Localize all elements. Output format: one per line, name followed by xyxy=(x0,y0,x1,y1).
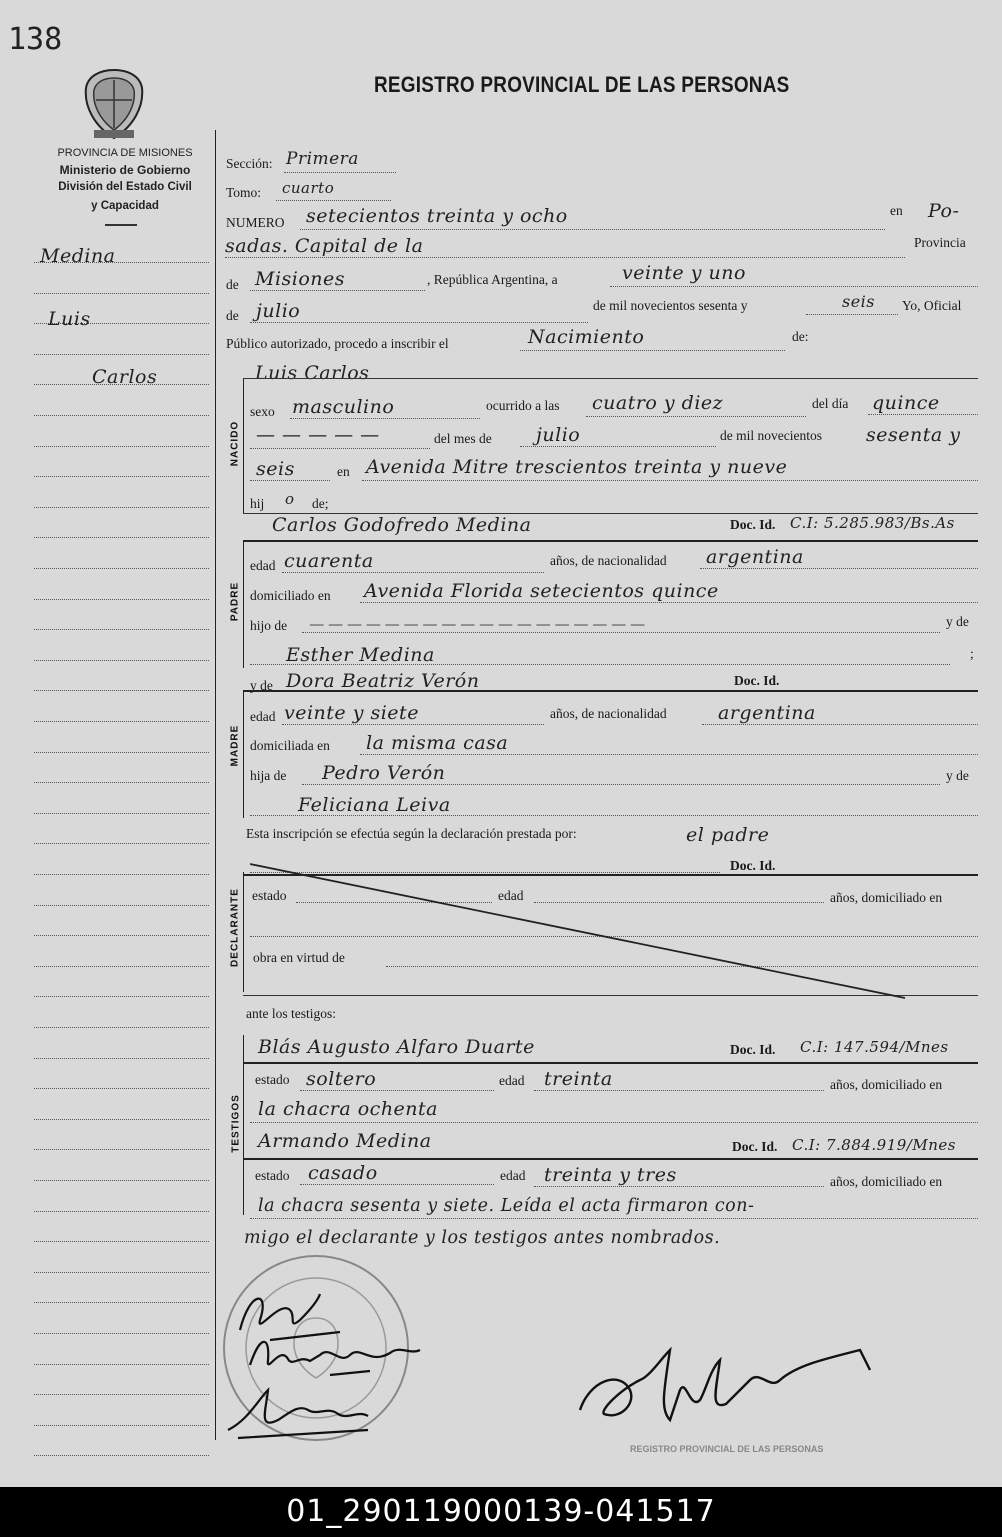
margin-line xyxy=(34,568,209,569)
value-en-city: Po- xyxy=(928,200,960,222)
nacido-day: quince xyxy=(872,392,940,414)
line-nacido-name xyxy=(243,378,978,379)
nacido-year-b: seis xyxy=(256,458,295,480)
margin-line xyxy=(34,1241,209,1242)
label-padre-semi: ; xyxy=(970,646,974,661)
section-nacido: NACIDO xyxy=(229,420,241,467)
dots-hour xyxy=(586,416,806,417)
label-republica: , República Argentina, a xyxy=(427,272,558,287)
label-w1-doc: Doc. Id. xyxy=(730,1042,776,1057)
label-sexo: sexo xyxy=(250,404,275,419)
label-madre-anos: años, de nacionalidad xyxy=(550,706,667,721)
dots-place xyxy=(362,480,978,481)
dots-city xyxy=(225,257,905,258)
margin-line xyxy=(34,996,209,997)
declarante-crossout xyxy=(250,860,910,1000)
line-w2-name xyxy=(243,1158,978,1160)
margin-line xyxy=(34,1088,209,1089)
label-seccion: Sección: xyxy=(226,156,273,171)
madre-nationality: argentina xyxy=(718,702,816,724)
margin-line xyxy=(34,415,209,416)
dots-monthbirth xyxy=(520,446,716,447)
closing-line-2: migo el declarante y los testigos antes nombrados. xyxy=(244,1228,721,1248)
section-testigos: TESTIGOS xyxy=(230,1094,242,1153)
margin-line xyxy=(34,1394,209,1395)
signature-witness-1 xyxy=(240,1325,440,1385)
margin-line xyxy=(34,782,209,783)
label-madre-yde: y de xyxy=(250,678,273,693)
padre-age: cuarenta xyxy=(284,550,374,572)
value-day: veinte y uno xyxy=(622,262,746,284)
margin-line xyxy=(34,690,209,691)
label-padre-doc: Doc. Id. xyxy=(730,517,776,532)
dots-madre-mother xyxy=(250,815,978,816)
margin-line xyxy=(34,293,209,294)
label-padre-dom: domiciliado en xyxy=(250,588,331,603)
margin-line xyxy=(34,446,209,447)
footer-id: 01_290119000139-041517 xyxy=(0,1487,1002,1537)
dots-padre-mother xyxy=(250,664,950,665)
dots-madre-father xyxy=(302,784,940,785)
margin-line xyxy=(34,1333,209,1334)
value-city-rest: sadas. Capital de la xyxy=(225,235,424,257)
label-en-place: en xyxy=(337,464,350,479)
label-inscripcion: Esta inscripción se efectúa según la declaración prestada por: xyxy=(246,826,577,841)
section-madre: MADRE xyxy=(229,724,241,767)
dots-padre-nat xyxy=(700,568,978,569)
dots-month xyxy=(250,322,588,323)
label-madre-dom: domiciliada en xyxy=(250,738,330,753)
label-w1-anos: años, domiciliado en xyxy=(830,1077,943,1092)
value-year: seis xyxy=(842,292,876,311)
margin-line xyxy=(34,813,209,814)
w1-edad: treinta xyxy=(544,1068,613,1090)
closing-line-1: la chacra sesenta y siete. Leída el acta firmaron con- xyxy=(258,1196,755,1216)
label-padre-hijo: hijo de xyxy=(250,618,288,633)
margin-line xyxy=(34,537,209,538)
label-decl-edad: edad xyxy=(498,888,524,903)
dots-day xyxy=(610,286,978,287)
line-w1-name xyxy=(243,1062,978,1064)
madre-bracket xyxy=(243,690,244,818)
margin-line xyxy=(34,507,209,508)
label-decl-doc: Doc. Id. xyxy=(730,858,776,873)
w2-name: Armando Medina xyxy=(258,1130,432,1152)
margin-line xyxy=(34,1425,209,1426)
w1-name: Blás Augusto Alfaro Duarte xyxy=(258,1036,535,1058)
margin-line xyxy=(34,599,209,600)
label-del-mes: del mes de xyxy=(434,431,492,446)
office-capacity: y Capacidad xyxy=(91,200,159,212)
dots-year xyxy=(806,314,898,315)
padre-address: Avenida Florida setecientos quince xyxy=(364,580,719,602)
office-underline xyxy=(105,224,137,226)
margin-line xyxy=(34,1180,209,1181)
margin-line xyxy=(34,1364,209,1365)
value-tomo: cuarto xyxy=(282,179,335,197)
label-decl-estado: estado xyxy=(252,888,287,903)
dots-w1-addr xyxy=(250,1122,978,1123)
margin-line xyxy=(34,1058,209,1059)
office-ministry: Ministerio de Gobierno xyxy=(59,163,191,177)
margin-line xyxy=(34,752,209,753)
dots-sexo xyxy=(290,418,480,419)
nacido-name: Luis Carlos xyxy=(255,362,370,384)
padre-name: Carlos Godofredo Medina xyxy=(272,514,532,536)
section-declarante: DECLARANTE xyxy=(229,888,241,967)
value-numero: setecientos treinta y ocho xyxy=(306,205,568,227)
label-madre-hija: hija de xyxy=(250,768,287,783)
label-de-semi: de; xyxy=(312,496,329,511)
label-de-mil-nov: de mil novecientos xyxy=(720,428,822,443)
margin-line xyxy=(34,1027,209,1028)
w2-edad: treinta y tres xyxy=(544,1164,677,1186)
label-en: en xyxy=(890,203,903,218)
label-w2-doc: Doc. Id. xyxy=(732,1139,778,1154)
label-de-colon: de: xyxy=(792,329,809,344)
margin-line xyxy=(34,354,209,355)
padre-bracket xyxy=(243,540,244,668)
stamp-text: REGISTRO PROVINCIAL DE LAS PERSONAS xyxy=(630,1444,824,1454)
dots-w1-edad xyxy=(534,1090,824,1091)
value-province: Misiones xyxy=(255,268,346,290)
dots-padre-hijo xyxy=(302,632,940,633)
padre-father: — — — — — — — — — — — — — — — — — — xyxy=(310,616,646,631)
declarante-bracket xyxy=(243,872,244,992)
line-padre-name xyxy=(243,540,978,542)
dots-padre-addr xyxy=(360,602,978,603)
w1-estado: soltero xyxy=(306,1068,377,1090)
label-de-1: de xyxy=(226,277,239,292)
label-de-mil: de mil novecientos sesenta y xyxy=(593,298,748,313)
nacido-bracket xyxy=(243,378,244,513)
label-w2-estado: estado xyxy=(255,1168,290,1183)
margin-line xyxy=(34,1149,209,1150)
dots-padre-age xyxy=(282,572,544,573)
padre-nationality: argentina xyxy=(706,546,804,568)
label-w2-edad: edad xyxy=(500,1168,526,1183)
label-ante: ante los testigos: xyxy=(246,1006,336,1021)
madre-name: Dora Beatriz Verón xyxy=(286,670,480,692)
label-publico: Público autorizado, procedo a inscribir el xyxy=(226,336,449,351)
nacido-place: Avenida Mitre trescientos treinta y nueve xyxy=(366,456,788,478)
coat-of-arms-icon xyxy=(80,66,148,142)
nacido-hij-suffix: o xyxy=(285,490,295,508)
dots-madre-addr xyxy=(360,754,978,755)
w2-doc: C.I: 7.884.919/Mnes xyxy=(792,1136,956,1154)
madre-mother: Feliciana Leiva xyxy=(298,794,451,816)
nacido-dashes: — — — — — xyxy=(256,424,380,446)
signature-officer xyxy=(560,1330,900,1450)
nacido-year-a: sesenta y xyxy=(866,424,961,446)
dots-numero xyxy=(300,229,885,230)
value-month: julio xyxy=(256,300,301,322)
dots-tomo xyxy=(276,200,391,201)
margin-line xyxy=(34,660,209,661)
dots-w1-estado xyxy=(300,1090,494,1091)
margin-line xyxy=(34,1455,209,1456)
margin-line xyxy=(34,1119,209,1120)
label-decl-obra: obra en virtud de xyxy=(253,950,345,965)
w2-estado: casado xyxy=(308,1162,378,1184)
label-madre-yde2: y de xyxy=(946,768,969,783)
dots-daybirth xyxy=(868,414,978,415)
margin-separator xyxy=(215,130,216,1440)
margin-line xyxy=(34,874,209,875)
dots-yearb xyxy=(250,480,330,481)
label-padre-edad: edad xyxy=(250,558,276,573)
label-padre-anos: años, de nacionalidad xyxy=(550,553,667,568)
margin-line xyxy=(34,1211,209,1212)
madre-father: Pedro Verón xyxy=(322,762,446,784)
nacido-hour: cuatro y diez xyxy=(592,392,724,414)
dots-w2-edad xyxy=(534,1186,824,1187)
dots-province xyxy=(250,290,425,291)
nacido-sexo: masculino xyxy=(292,396,395,418)
office-division: División del Estado Civil xyxy=(58,181,192,193)
label-de-2: de xyxy=(226,308,239,323)
margin-line xyxy=(34,935,209,936)
margin-name-1: Luis xyxy=(48,308,91,330)
label-hij: hij xyxy=(250,496,265,511)
label-ocurrido: ocurrido a las xyxy=(486,398,560,413)
label-del-dia: del día xyxy=(812,396,849,411)
margin-line xyxy=(34,1302,209,1303)
margin-line xyxy=(34,966,209,967)
padre-doc: C.I: 5.285.983/Bs.As xyxy=(790,514,955,532)
padre-mother: Esther Medina xyxy=(286,644,435,666)
margin-name-2: Carlos xyxy=(92,366,158,388)
dots-act xyxy=(520,350,785,351)
value-act-type: Nacimiento xyxy=(528,326,645,348)
margin-line xyxy=(34,905,209,906)
dots-madre-nat xyxy=(702,724,978,725)
value-seccion: Primera xyxy=(286,149,359,169)
dots-madre-age xyxy=(282,724,544,725)
w1-address: la chacra ochenta xyxy=(258,1098,439,1120)
margin-line xyxy=(34,843,209,844)
dots-dashes xyxy=(250,448,430,449)
margin-line xyxy=(34,629,209,630)
section-padre: PADRE xyxy=(229,581,241,622)
signature-witness-2 xyxy=(218,1380,388,1450)
label-padre-yde: y de xyxy=(946,614,969,629)
madre-address: la misma casa xyxy=(366,732,509,754)
declarante-by: el padre xyxy=(686,824,770,846)
w1-doc: C.I: 147.594/Mnes xyxy=(800,1038,949,1056)
margin-line xyxy=(34,1272,209,1273)
madre-age: veinte y siete xyxy=(284,702,419,724)
label-decl-anos: años, domiciliado en xyxy=(830,890,943,905)
dots-w2-estado xyxy=(300,1184,494,1185)
dots-closing-1 xyxy=(250,1218,978,1219)
label-w1-estado: estado xyxy=(255,1072,290,1087)
nacido-month: julio xyxy=(536,424,581,446)
label-numero: NUMERO xyxy=(226,215,285,230)
label-madre-edad: edad xyxy=(250,709,276,724)
label-yo-oficial: Yo, Oficial xyxy=(902,298,962,313)
label-w1-edad: edad xyxy=(499,1073,525,1088)
label-tomo: Tomo: xyxy=(226,185,262,200)
label-w2-anos: años, domiciliado en xyxy=(830,1174,943,1189)
label-provincia: Provincia xyxy=(914,235,966,250)
margin-surname: Medina xyxy=(40,245,116,267)
line-madre-name xyxy=(243,690,978,692)
margin-line xyxy=(34,476,209,477)
document-title: REGISTRO PROVINCIAL DE LAS PERSONAS xyxy=(374,72,790,97)
label-madre-doc: Doc. Id. xyxy=(734,673,780,688)
dots-seccion xyxy=(284,172,396,173)
office-province: PROVINCIA DE MISIONES xyxy=(57,147,193,159)
page-number: 138 xyxy=(8,22,63,57)
margin-line xyxy=(34,721,209,722)
